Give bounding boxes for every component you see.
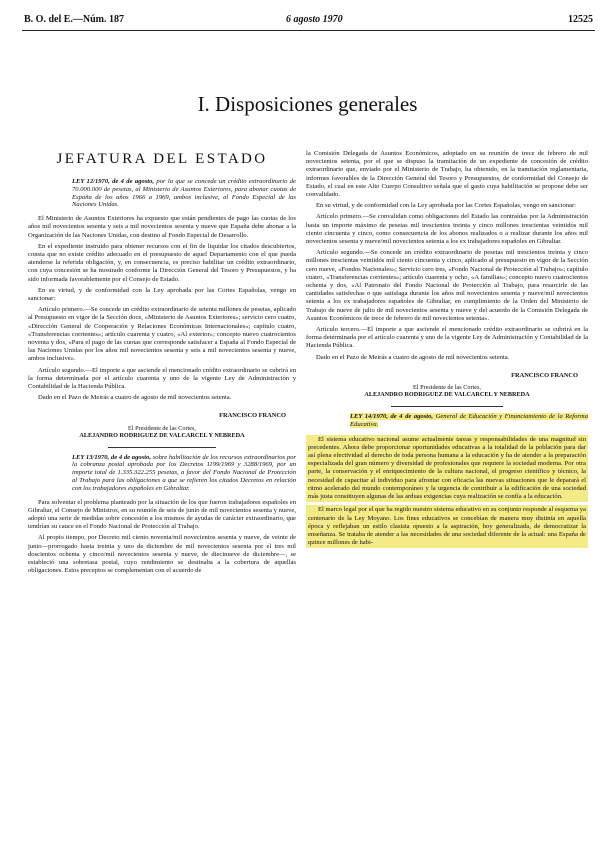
- law-14-subject: General de Educación y Financiamiento de la Reforma Educativa.: [350, 413, 588, 428]
- president-title: El Presidente de las Cortes,: [128, 424, 196, 432]
- law-13-number: LEY 13/1970, de 4 de agosto,: [72, 453, 152, 461]
- law-12-paragraph: En el expediente instruido para obtener recursos con el fin de liquidar los citados descubiertos, consta que no existe crédito adecuado en el presupuesto de aquel Departamento con el que pueda atenderse la referida obligación, y, en consecuencia, es preciso habilitar un crédito extraordinario, con cuya concesión se ha mostrado conforme la Dirección General del Tesoro y Presupuestos, y ha sido informada favorablemente por el Consejo de Estado.: [28, 242, 296, 283]
- page-number: 12525: [568, 14, 593, 25]
- law-13-article-2: Artículo segundo.—Se concede un crédito extraordinario de pesetas mil trescientos treinta y cinco millones trescientas veintidós mil ciento cincuenta y cinco, aplicado al presupuesto en vigor de la Sección cero nueve, «Fondos Nacionales»; Servicio cero tres, «Fondo Nacional de Protección al Trabajo»; capítulo cuatro, «Transferencias corrientes»; artículo cuarenta y ocho, «A familias»; concepto nuevo cuatrocientos ochenta y dos, «Al Patronato del Fondo Nacional de Protección al Trabajo, para resarcirle de las cantidades satisfechas o que satisfaga durante los años mil novecientos sesenta y nueve/mil novecientos setenta a los ex trabajadores españoles de Gibraltar, en cumplimiento de la Orden del Ministerio de Trabajo de nueve de julio de mil novecientos sesenta y nueve y del acuerdo de la Comisión Delegada de Asuntos Económicos de trece de febrero de mil novecientos setenta».: [306, 249, 588, 322]
- law-12-title: [72, 178, 296, 209]
- law-12-signature: FRANCISCO FRANCO: [219, 412, 286, 420]
- law-12-article-2: Artículo segundo.—El importe a que asciende el mencionado crédito extraordinario se cubrirá en la forma determinada por el artículo cuarenta y uno de la vigente Ley de Administración y Contabilidad de la Hacienda Pública.: [28, 366, 296, 391]
- president-title: El Presidente de las Cortes,: [413, 384, 481, 392]
- law-14-number: LEY 14/1970, de 4 de agosto,: [350, 413, 434, 421]
- law-13-signature: FRANCISCO FRANCO: [511, 371, 578, 379]
- law-12-subject: por la que se concede un crédito extraordinario de 70.000.000 de pesetas, al Ministerio de Asuntos Exteriores, para abonar cuotas de España de los años 1966 a 1969, ambos inclusive, al Fondo Especial de las Naciones Unidas.: [72, 178, 296, 209]
- left-column: [28, 150, 296, 578]
- president-name: ALEJANDRO RODRIGUEZ DE VALCARCEL Y NEBREDA: [79, 431, 245, 439]
- law-12-article-1: Artículo primero.—Se concede un crédito extraordinario de setenta millones de pesetas, aplicado al Presupuesto en vigor de la Sección doce, «Ministerio de Asuntos Exteriores»; servicio cero cuatro, «Dirección General de Cooperación y Relaciones Económicas Internacionales»; capítulo cuatro, «Transferencias corrientes»; artículo cuarenta y cuatro, «Al exterior»; concepto nuevo cuatrocientos noventa y dos, «Para el pago de las cuotas que corresponde satisfacer a España al Fondo Especial de las Naciones Unidas por los años mil novecientos sesenta y seis a mil novecientos sesenta y nueve, ambos inclusive».: [28, 306, 296, 363]
- right-column: [306, 150, 588, 551]
- law-12-given: Dado en el Pazo de Meirás a cuatro de agosto de mil novecientos setenta.: [38, 394, 232, 402]
- section-title: I. Disposiciones generales: [197, 92, 418, 116]
- law-13-paragraph: Al propio tiempo, por Decreto mil ciento noventa/mil novecientos sesenta y nueve, de veinte de junio—prorrogado hasta treinta y uno de diciembre de mil novecientos sesenta por el tres mil doscientos ochenta y cinco/mil novecientos sesenta y nueve, de diecinueve de diciembre—, se estableció una sobretasa postal, cuyo rendimiento se destinaba a la cobertura de aquellas obligaciones. Estos preceptos se complementan con el acuerdo de: [28, 534, 296, 575]
- law-13-given: Dado en el Pazo de Meirás a cuatro de agosto de mil novecientos setenta.: [316, 353, 510, 361]
- law-12-number: LEY 12/1970, de 4 de agosto,: [72, 178, 155, 185]
- law-13-article-3: Artículo tercero.—El importe a que asciende el mencionado crédito extraordinario se cubrirá en la forma determinada por el artículo cuarenta y uno de la vigente Ley de Administración y Contabilidad de la Hacienda Pública.: [306, 326, 588, 350]
- law-13-paragraph: Para solventar el problema planteado por la situación de los que fueron trabajadores españoles en Gibraltar, el Consejo de Ministros, en su reunión de seis de junio de mil novecientos sesenta y nueve, adoptó una serie de medidas sobre concesión a los mismos de ayudas de carácter extraordinario, que tendrían su cauce en el Fondo Nacional de Protección al Trabajo.: [28, 498, 296, 531]
- header-divider: [22, 30, 595, 31]
- law-13-title: [72, 454, 296, 493]
- law-12-paragraph: En su virtud, y de conformidad con la Ley aprobada por las Cortes Españolas, vengo en sancionar:: [28, 286, 296, 303]
- law-14-paragraph-highlighted: El marco legal por el que ha regido nuestro sistema educativo en su conjunto responde al esquema ya centenario de la Ley Moyano. Los fines educativos se concebían de manera muy distinta en aquella época y reflejaban un estilo clasista opuesto a la aspiración, hoy generalizada, de democratizar la enseñanza. Se trataba de atender a las necesidades de una sociedad diferente de la actual: una España de quince millones de habi-: [306, 505, 588, 548]
- law-13-article-1: Artículo primero.—Se convalidan como obligaciones del Estado las contraídas por la Administración hasta un importe máximo de pesetas mil trescientos treinta y cinco millones trescientas veintidós mil ciento cincuenta y cinco, como consecuencia de los abonos realizados o a realizar durante los años mil novecientos sesenta y nueve/mil novecientos setenta a los ex trabajadores españoles en Gibraltar.: [306, 213, 588, 246]
- law-13-continuation: la Comisión Delegada de Asuntos Económicos, adoptado en su reunión de trece de febrero de mil novecientos setenta, por el que se dispuso la tramitación de un expediente de concesión de crédito extraordinario que, enviado por el Ministerio de Trabajo, ha obtenido, en la tramitación reglamentaria, informes favorables de la Dirección General del Tesoro y Presupuestos, de conformidad del Consejo de Estado, el cual en este Alto Cuerpo Consultivo señala que el gasto cuya habilitación se propone debe ser convalidado.: [306, 150, 588, 199]
- divider: [108, 447, 215, 448]
- gazette-issue: B. O. del E.—Núm. 187: [24, 14, 125, 25]
- law-12-president: [28, 425, 296, 439]
- publication-date: 6 agosto 1970: [286, 14, 343, 25]
- department-heading: JEFATURA DEL ESTADO: [56, 151, 268, 167]
- law-14-paragraph-highlighted: El sistema educativo nacional asume actualmente tareas y responsabilidades de una magnitud sin precedentes. Ahora debe proporcionar oportunidades educativas a la totalidad de la población para dar así plena efectividad al derecho de toda persona humana a la educación y ha de atender a la preparación especializada del gran número y diversidad de profesionales que requiere la sociedad moderna. Por otra parte, la conservación y el enriquecimiento de la cultura nacional, el progreso científico y técnico, la necesidad de capacitar al individuo para afrontar con eficacia las nuevas situaciones que le deparará el ritmo acelerado del mundo contemporáneo y la urgencia de contribuir a la edificación de una sociedad más justa constituyen algunas de las arduas exigencias cuya realización se confía a la educación.: [306, 435, 588, 503]
- law-14-title: [350, 413, 588, 429]
- president-name: ALEJANDRO RODRIGUEZ DE VALCARCEL Y NEBREDA: [364, 391, 530, 399]
- divider: [391, 406, 504, 407]
- law-12-paragraph: El Ministerio de Asuntos Exteriores ha expuesto que están pendientes de pago las cuotas de los años mil novecientos sesenta y seis a mil novecientos sesenta y nueve que España debe abonar a la Organización de las Naciones Unidas, con destino al Fondo Especial de Desarrollo.: [28, 215, 296, 239]
- page-header: [24, 14, 593, 28]
- law-13-subject: sobre habilitación de los recursos extraordinarios por la cobranza postal aprobada por los Decretos 1199/1969 y 3288/1969, por un importe total de 1.335.322.255 pesetas, a favor del Fondo Nacional de Protección al Trabajo para las obligaciones a que se refieren los citados Decretos en relación con los trabajadores españoles en Gibraltar.: [72, 453, 296, 492]
- law-13-paragraph: En su virtud, y de conformidad con la Ley aprobada por las Cortes Españolas, vengo en sancionar:: [316, 202, 577, 210]
- law-13-president: [306, 384, 588, 398]
